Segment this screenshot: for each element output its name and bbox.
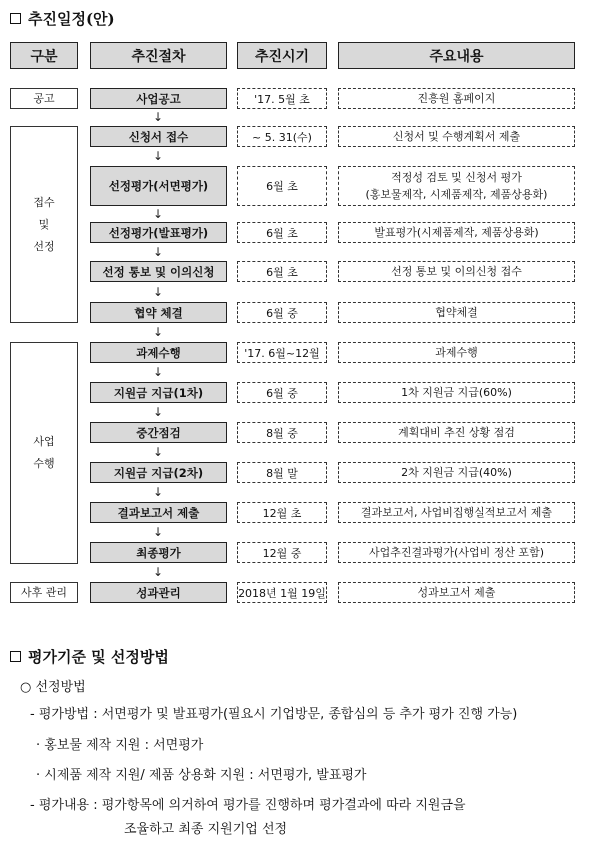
category-reception (10, 126, 78, 323)
content-cell (338, 502, 575, 523)
procedure-step: 신청서 접수 (90, 126, 227, 147)
timing-cell: 6월 초 (237, 166, 327, 206)
category-notice: 공고 (10, 88, 78, 109)
procedure-step: 지원금 지급(2차) (90, 462, 227, 483)
header-content: 주요내용 (338, 42, 575, 69)
procedure-step: 선정 통보 및 이의신청 (90, 261, 227, 282)
category-execution (10, 342, 78, 564)
eval-sub-line: · 홍보물 제작 지원 : 서면평가 (36, 738, 204, 753)
checkbox-square-icon (10, 651, 21, 662)
procedure-step: 협약 체결 (90, 302, 227, 323)
subsection-title: ○ 선정방법 (20, 680, 86, 695)
content-cell (338, 342, 575, 363)
down-arrow-icon: ↓ (152, 485, 164, 499)
content-line: 적정성 검토 및 신청서 평가 (391, 171, 522, 184)
timing-cell: 6월 중 (237, 382, 327, 403)
header-timing: 추진시기 (237, 42, 327, 69)
category-reception-line: 선정 (33, 239, 55, 253)
down-arrow-icon: ↓ (152, 245, 164, 259)
down-arrow-icon: ↓ (152, 525, 164, 539)
timing-cell: 6월 초 (237, 261, 327, 282)
section-title-evaluation (10, 646, 169, 667)
down-arrow-icon: ↓ (152, 149, 164, 163)
content-line: 2차 지원금 지급(40%) (401, 466, 512, 479)
procedure-step: 사업공고 (90, 88, 227, 109)
procedure-step: 성과관리 (90, 582, 227, 603)
down-arrow-icon: ↓ (152, 110, 164, 124)
procedure-step: 중간점검 (90, 422, 227, 443)
timing-cell: 8월 말 (237, 462, 327, 483)
content-cell (338, 166, 575, 206)
content-cell (338, 302, 575, 323)
eval-content-line: - 평가내용 : 평가항목에 의거하여 평가를 진행하며 평가결과에 따라 지원금을 (30, 798, 466, 813)
content-cell (338, 88, 575, 109)
content-cell (338, 462, 575, 483)
down-arrow-icon: ↓ (152, 325, 164, 339)
timing-cell: '17. 5월 초 (237, 88, 327, 109)
content-cell (338, 542, 575, 563)
content-line: 계획대비 추진 상황 점검 (398, 426, 515, 439)
down-arrow-icon: ↓ (152, 405, 164, 419)
down-arrow-icon: ↓ (152, 445, 164, 459)
down-arrow-icon: ↓ (152, 285, 164, 299)
content-line: 과제수행 (435, 346, 478, 359)
procedure-step: 선정평가(발표평가) (90, 222, 227, 243)
down-arrow-icon: ↓ (152, 565, 164, 579)
down-arrow-icon: ↓ (152, 365, 164, 379)
timing-cell: 6월 중 (237, 302, 327, 323)
section-title-text: 추진일정(안) (28, 10, 115, 28)
content-line: 발표평가(시제품제작, 제품상용화) (374, 226, 539, 239)
content-line: (홍보물제작, 시제품제작, 제품상용화) (365, 188, 548, 201)
eval-method-line: - 평가방법 : 서면평가 및 발표평가(필요시 기업방문, 종합심의 등 추가 평가 진행 가능) (30, 707, 518, 722)
timing-cell: ~ 5. 31(수) (237, 126, 327, 147)
category-reception-line: 접수 (33, 195, 55, 209)
timing-cell: 8월 중 (237, 422, 327, 443)
content-line: 신청서 및 수행계획서 제출 (392, 130, 521, 143)
down-arrow-icon: ↓ (152, 207, 164, 221)
header-category: 구분 (10, 42, 78, 69)
content-line: 진흥원 홈페이지 (417, 92, 496, 105)
checkbox-square-icon (10, 13, 21, 24)
eval-content-line: 조율하고 최종 지원기업 선정 (124, 822, 288, 837)
content-cell (338, 261, 575, 282)
content-line: 1차 지원금 지급(60%) (401, 386, 512, 399)
procedure-step: 최종평가 (90, 542, 227, 563)
procedure-step: 선정평가(서면평가) (90, 166, 227, 206)
procedure-step: 지원금 지급(1차) (90, 382, 227, 403)
timing-cell: 12월 초 (237, 502, 327, 523)
timing-cell: 12월 중 (237, 542, 327, 563)
content-cell (338, 126, 575, 147)
category-execution-line: 사업 (33, 435, 55, 448)
content-line: 결과보고서, 사업비집행실적보고서 제출 (360, 506, 553, 519)
timing-cell: 2018년 1월 19일 (237, 582, 327, 603)
procedure-step: 과제수행 (90, 342, 227, 363)
section-title-text: 평가기준 및 선정방법 (28, 648, 169, 666)
content-cell (338, 582, 575, 603)
eval-sub-line: · 시제품 제작 지원/ 제품 상용화 지원 : 서면평가, 발표평가 (36, 768, 367, 783)
timing-cell: '17. 6월~12월 (237, 342, 327, 363)
category-followup: 사후 관리 (10, 582, 78, 603)
header-procedure: 추진절차 (90, 42, 227, 69)
content-line: 선정 통보 및 이의신청 접수 (391, 265, 522, 278)
content-cell (338, 222, 575, 243)
category-execution-line: 수행 (33, 457, 55, 470)
content-line: 사업추진결과평가(사업비 정산 포함) (369, 546, 544, 559)
content-cell (338, 422, 575, 443)
timing-cell: 6월 초 (237, 222, 327, 243)
content-line: 성과보고서 제출 (417, 586, 496, 599)
content-cell (338, 382, 575, 403)
procedure-step: 결과보고서 제출 (90, 502, 227, 523)
section-title-schedule (10, 8, 115, 29)
content-line: 협약체결 (435, 306, 478, 319)
category-reception-line: 및 (38, 217, 50, 231)
